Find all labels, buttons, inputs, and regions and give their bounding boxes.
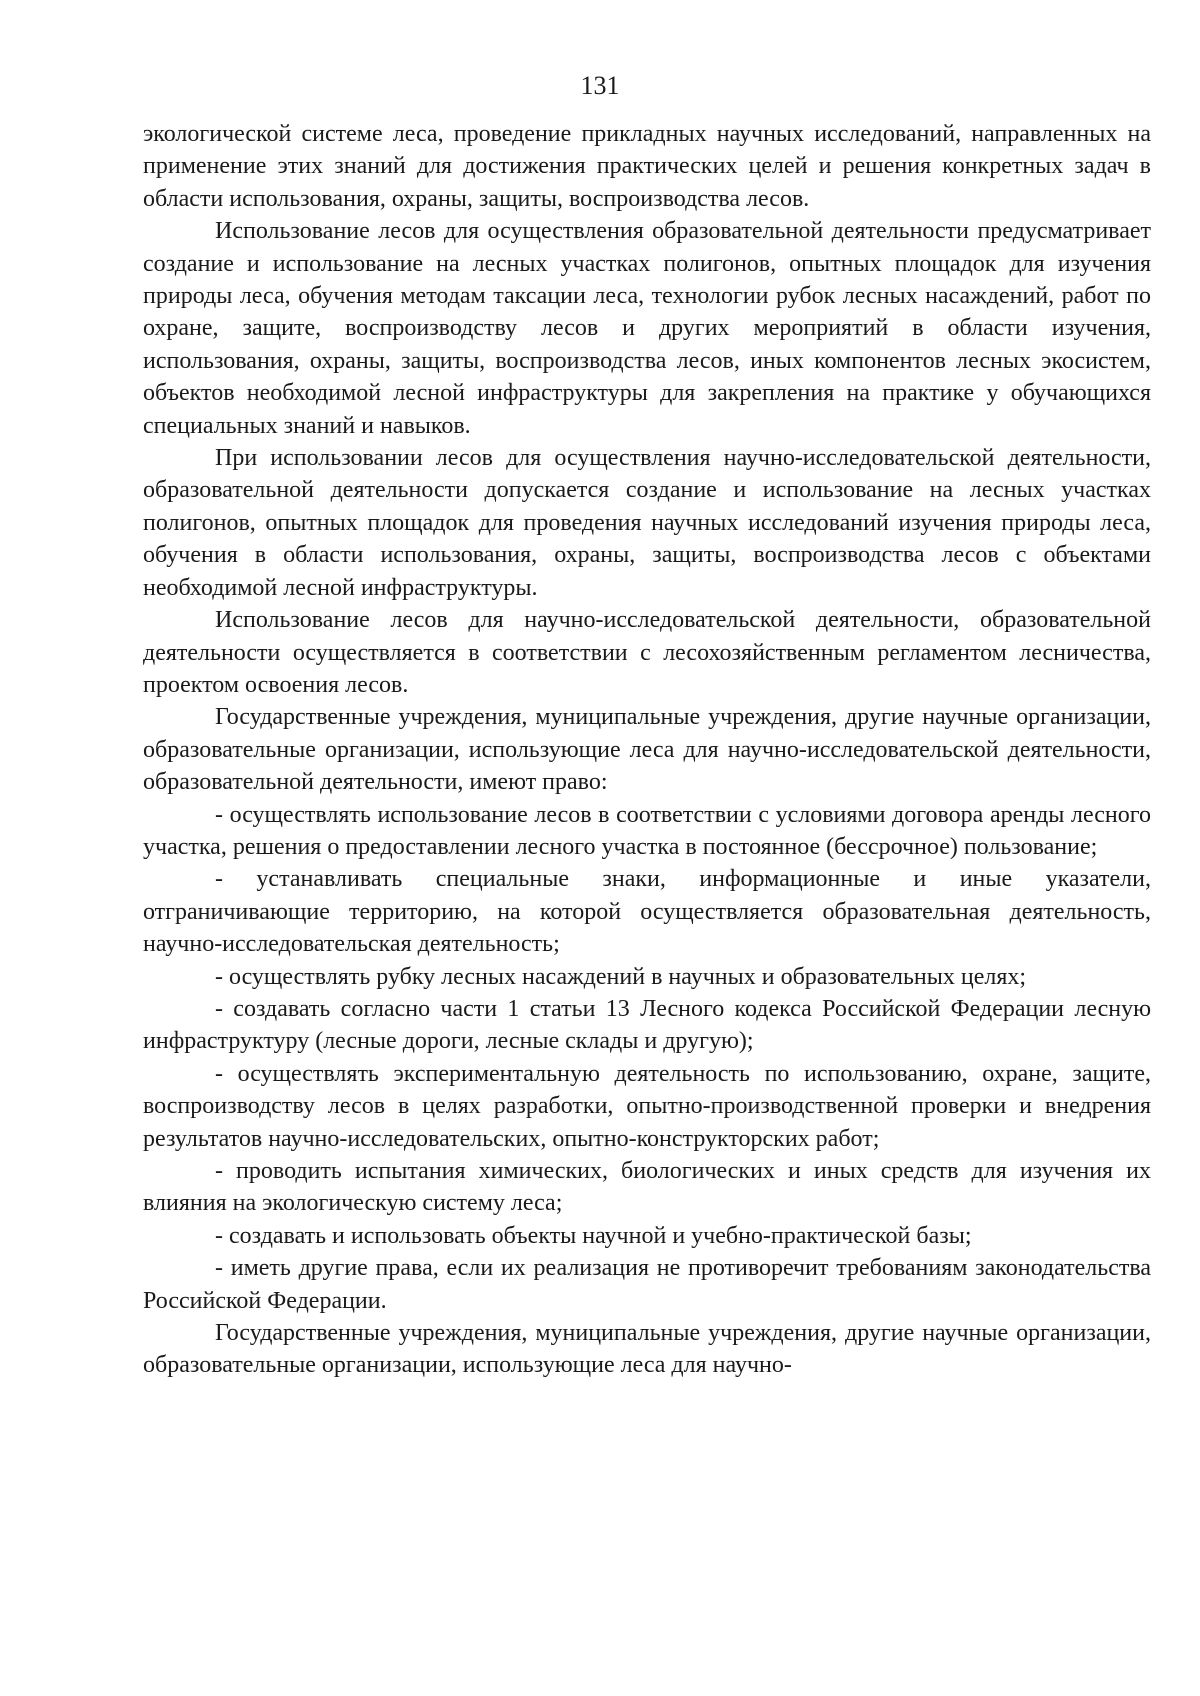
list-item: - осуществлять рубку лесных насаждений в научных и образовательных целях; [215,963,1027,990]
list-item: - создавать согласно части 1 статьи 13 Лесного кодекса Российской Федерации лесную инфраструктуру (лесные дороги, лесные склады и другую); [143,995,1151,1055]
paragraph-continuation: экологической системе леса, проведение прикладных научных исследований, направленных на применение этих знаний для достижения практических целей и решения конкретных задач в области использования, охраны, защиты, воспроизводства лесов. [143,121,1151,212]
list-item: - создавать и использовать объекты научной и учебно-практической базы; [215,1222,972,1249]
paragraph-regulation: Использование лесов для научно-исследовательской деятельности, образовательной деятельности осуществляется в соответствии с лесохозяйственным регламентом лесничества, проектом освоения лесов. [143,607,1151,698]
list-item: - устанавливать специальные знаки, информационные и иные указатели, отграничивающие территорию, на которой осуществляется образовательная деятельность, научно-исследовательская деятельность; [143,866,1151,958]
list-item: - осуществлять использование лесов в соответствии с условиями договора аренды лесного участка, решения о предоставлении лесного участка в постоянное (бессрочное) пользование; [143,801,1151,860]
paragraph-rights-intro: Государственные учреждения, муниципальные учреждения, другие научные организации, образовательные организации, использующие леса для научно-исследовательской деятельности, образовательной деятельности, имеют право: [143,704,1151,796]
list-item: - осуществлять экспериментальную деятельность по использованию, охране, защите, воспроизводству лесов в целях разработки, опытно-производственной проверки и внедрения результатов научно-исследовательских, опытно-конструкторских работ; [143,1060,1151,1152]
body-text [143,118,1151,1382]
paragraph-trailing: Государственные учреждения, муниципальные учреждения, другие научные организации, образовательные организации, использующие леса для научно- [143,1320,1151,1379]
list-item: - проводить испытания химических, биологических и иных средств для изучения их влияния на экологическую систему леса; [143,1158,1151,1217]
list-item: - иметь другие права, если их реализация не противоречит требованиям законодательства Российской Федерации. [143,1255,1151,1314]
paragraph-educational-use: Использование лесов для осуществления образовательной деятельности предусматривает создание и использование на лесных участках полигонов, опытных площадок для изучения природы леса, обучения методам таксации леса, технологии рубок лесных насаждений, работ по охране, защите, воспроизводству лесов и других мероприятий в области изучения, использования, охраны, защиты, воспроизводства лесов, иных компонентов лесных экосистем, объектов необходимой лесной инфраструктуры для закрепления на практике у обучающихся специальных знаний и навыков. [143,218,1151,439]
page-number: 131 [580,71,620,100]
paragraph-research-use: При использовании лесов для осуществления научно-исследовательской деятельности, образовательной деятельности допускается создание и использование на лесных участках полигонов, опытных площадок для проведения научных исследований изучения природы леса, обучения в области использования, охраны, защиты, воспроизводства лесов с объектами необходимой лесной инфраструктуры. [143,445,1151,601]
